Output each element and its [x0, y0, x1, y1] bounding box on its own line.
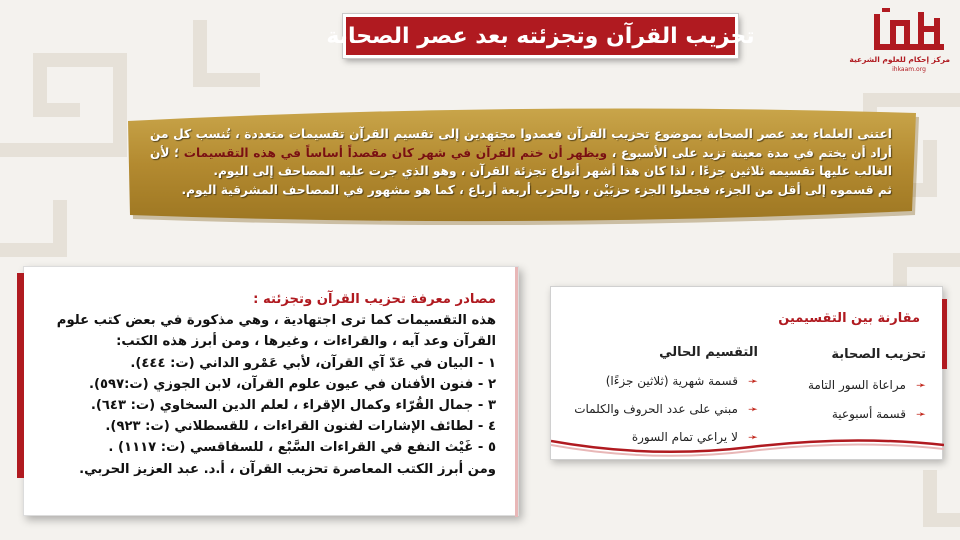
current-column	[553, 345, 758, 444]
intro-part-2: ؛ لأن الغالب عليها تقسيمه ثلاثين جزءًا ، لذا كان هذا أشهر أنواع تجزئة القرآن ، وهو الذي جرت عليه المصاحف إلى اليوم.	[150, 145, 892, 179]
sahaba-column	[776, 347, 926, 421]
logo	[849, 6, 950, 76]
arrow-left-icon: ➛	[747, 402, 758, 416]
list-item: ➛لا يراعي تمام السورة	[631, 430, 758, 444]
sources-line: القرآن وعد آيه ، والقراءات ، وغيرها ، ومن أبرز هذه الكتب:	[116, 334, 496, 350]
sources-line: ١ - البيان في عَدّ آي القرآن، لأبي عَمْرو الداني (ت: ٤٤٤).	[130, 355, 496, 371]
sahaba-heading: تحزيب الصحابة	[831, 347, 926, 362]
list-item: ➛مبني على عدد الحروف والكلمات	[574, 402, 758, 416]
intro-text	[150, 125, 892, 199]
comparison-title: مقارنة بين التقسيمين	[778, 311, 920, 326]
list-item: ➛مراعاة السور التامة	[808, 378, 926, 392]
current-heading: التقسيم الحالي	[659, 345, 758, 360]
intro-part-1: اعتنى العلماء بعد عصر الصحابة بموضوع تحزيب القرآن فعمدوا مجتهدين إلى تقسيم القرآن تقسيمات متعددة ، تُنسب كل من أراد أن يختم في مدة معينة تزيد على الأسبوع ،	[150, 127, 892, 160]
comparison-accent-bar	[942, 299, 947, 369]
list-item: ➛قسمة أسبوعية	[831, 407, 926, 421]
arrow-left-icon: ➛	[915, 407, 926, 421]
arrow-left-icon: ➛	[915, 378, 926, 392]
arrow-left-icon: ➛	[747, 374, 758, 388]
sources-panel	[23, 266, 519, 516]
sources-line: ٥ - غَيْث النفع في القراءات السَّبْع ، للسفاقسي (ت: ١١١٧) .	[108, 440, 496, 456]
sources-line: ٢ - فنون الأفنان في عيون علوم القرآن، لابن الجوزي (ت:٥٩٧).	[88, 376, 496, 392]
logo-website: ihkaam.org	[892, 66, 926, 73]
sources-accent-edge	[515, 267, 518, 517]
logo-subtitle: مركز إحكام للعلوم الشرعية	[849, 55, 950, 64]
intro-panel	[122, 103, 922, 225]
logo-mark-icon	[868, 6, 950, 54]
intro-highlight: ويظهر أن ختم القرآن في شهر كان مقصداً أساساً في هذه التقسيمات	[183, 145, 608, 160]
sources-line: هذه التقسيمات كما ترى اجتهادية ، وهي مذكورة في بعض كتب علوم	[56, 313, 496, 329]
sources-line: ٤ - لطائف الإشارات لفنون القراءات ، للقسطلاني (ت: ٩٢٣).	[105, 419, 496, 435]
sources-line: ٣ - جمال القُرّاء وكمال الإقراء ، لعلم الدين السخاوي (ت: ٦٤٣).	[90, 398, 496, 414]
sources-line: ومن أبرز الكتب المعاصرة تحزيب القرآن ، أ.د. عبد العزيز الحربي.	[79, 461, 496, 477]
comparison-panel	[550, 286, 943, 460]
sources-heading: مصادر معرفة تحزيب القرآن وتجزئته :	[253, 292, 496, 307]
arrow-left-icon: ➛	[747, 430, 758, 444]
intro-part-3: ثم قسموه إلى أقل من الجزء، فجعلوا الجزء حزبَيْن ، والحزب أربعة أرباع ، كما هو مشهور في المصاحف المشرقية اليوم.	[181, 182, 892, 197]
slide-title: تحزيب القرآن وتجزئته بعد عصر الصحابة	[326, 23, 755, 49]
list-item: ➛قسمة شهرية (ثلاثين جزءًا)	[605, 374, 758, 388]
slide-title-banner	[326, 14, 755, 58]
sources-accent-bar	[17, 273, 24, 478]
sources-body	[46, 289, 496, 480]
